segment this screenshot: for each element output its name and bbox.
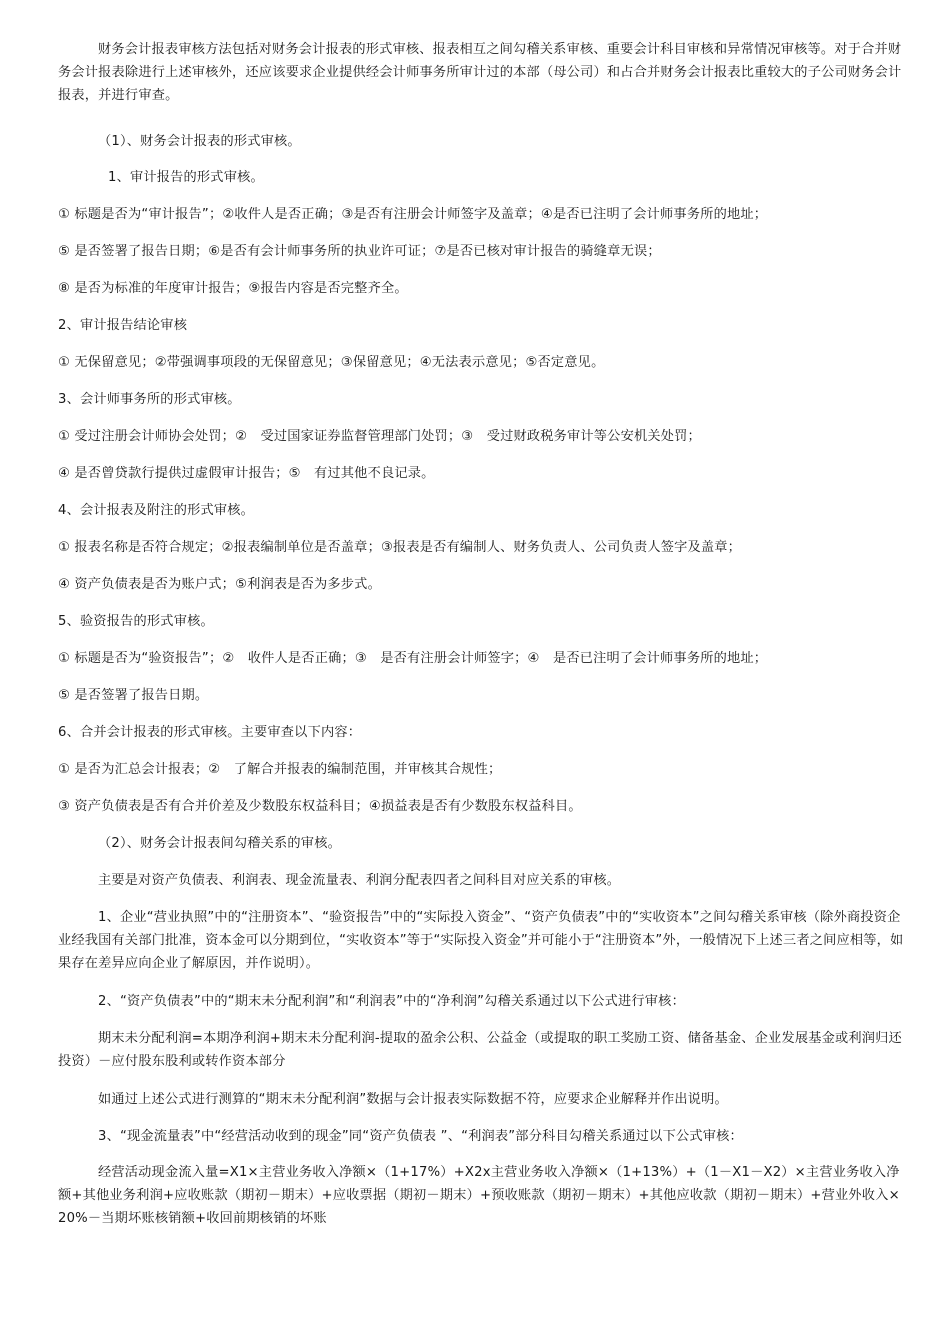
intro-paragraph: 财务会计报表审核方法包括对财务会计报表的形式审核、报表相互之间勾稽关系审核、重要会计科目审核和异常情况审核等。对于合并财务会计报表除进行上述审核外，还应该要求企业提供经会计师事务所审计过的本部（母公司）和占合并财务会计报表比重较大的子公司财务会计报表，并进行审查。: [58, 42, 902, 103]
list-item: ⑤ 是否签署了报告日期。: [58, 688, 209, 703]
body-paragraph: 2、“资产负债表”中的“期末未分配利润”和“利润表”中的“净利润”勾稽关系通过以下公式进行审核：: [98, 994, 685, 1009]
formula-paragraph: 经营活动现金流入量=X1×主营业务收入净额×（1+17%）+X2x主营业务收入净额×（1+13%）+（1－X1－X2）×主营业务收入净额+其他业务利润+应收账款（期初－期末）+应收票据（期初－期末）+预收账款（期初－期末）+其他应收款（期初－期末）+营业外收入×20%－当期坏账核销额+收回前期核销的坏账: [58, 1165, 900, 1226]
list-item: ⑧ 是否为标准的年度审计报告；⑨报告内容是否完整齐全。: [58, 281, 408, 296]
section-heading-2: （2）、财务会计报表间勾稽关系的审核。: [98, 836, 341, 851]
list-item: ④ 是否曾贷款行提供过虚假审计报告；⑤ 有过其他不良记录。: [58, 466, 435, 481]
list-item: ① 受过注册会计师协会处罚；② 受过国家证券监督管理部门处罚；③ 受过财政税务审计等公安机关处罚；: [58, 429, 701, 444]
list-item: ① 报表名称是否符合规定；②报表编制单位是否盖章；③报表是否有编制人、财务负责人、公司负责人签字及盖章；: [58, 540, 742, 555]
body-paragraph: 如通过上述公式进行测算的“期末未分配利润”数据与会计报表实际数据不符，应要求企业解释并作出说明。: [98, 1092, 728, 1107]
list-item: ③ 资产负债表是否有合并价差及少数股东权益科目；④损益表是否有少数股东权益科目。: [58, 799, 582, 814]
list-item: ⑤ 是否签署了报告日期；⑥是否有会计师事务所的执业许可证；⑦是否已核对审计报告的骑缝章无误；: [58, 244, 661, 259]
body-paragraph: 1、企业“营业执照”中的“注册资本”、“验资报告”中的“实际投入资金”、“资产负债表”中的“实收资本”之间勾稽关系审核（除外商投资企业经我国有关部门批准，资本金可以分期到位，“实收资本”等于“实际投入资金”并可能小于“注册资本”外，一般情况下上述三者之间应相等，如果存在差异应向企业了解原因，并作说明）。: [58, 910, 904, 971]
subheading-statements-notes: 4、会计报表及附注的形式审核。: [58, 503, 255, 518]
subheading-accounting-firm: 3、会计师事务所的形式审核。: [58, 392, 241, 407]
subheading-audit-conclusion: 2、审计报告结论审核: [58, 318, 188, 333]
section-heading-1: （1）、财务会计报表的形式审核。: [98, 134, 301, 149]
list-item: ④ 资产负债表是否为账户式；⑤利润表是否为多步式。: [58, 577, 381, 592]
body-paragraph: 3、“现金流量表”中“经营活动收到的现金”同“资产负债表 ”、“利润表”部分科目勾稽关系通过以下公式审核：: [98, 1129, 743, 1144]
subheading-audit-report-form: 1、审计报告的形式审核。: [108, 170, 264, 185]
body-paragraph: 主要是对资产负债表、利润表、现金流量表、利润分配表四者之间科目对应关系的审核。: [98, 873, 621, 888]
list-item: ① 无保留意见；②带强调事项段的无保留意见；③保留意见；④无法表示意见；⑤否定意见。: [58, 355, 605, 370]
list-item: ① 标题是否为“审计报告”；②收件人是否正确；③是否有注册会计师签字及盖章；④是否已注明了会计师事务所的地址；: [58, 207, 768, 222]
subheading-consolidated: 6、合并会计报表的形式审核。主要审查以下内容：: [58, 725, 362, 740]
list-item: ① 是否为汇总会计报表；② 了解合并报表的编制范围，并审核其合规性；: [58, 762, 502, 777]
formula-paragraph: 期末未分配利润=本期净利润+期末未分配利润-提取的盈余公积、公益金（或提取的职工奖励工资、储备基金、企业发展基金或利润归还投资）－应付股东股利或转作资本部分: [58, 1031, 902, 1069]
list-item: ① 标题是否为“验资报告”；② 收件人是否正确；③ 是否有注册会计师签字；④ 是否已注明了会计师事务所的地址；: [58, 651, 768, 666]
subheading-capital-verification: 5、验资报告的形式审核。: [58, 614, 214, 629]
